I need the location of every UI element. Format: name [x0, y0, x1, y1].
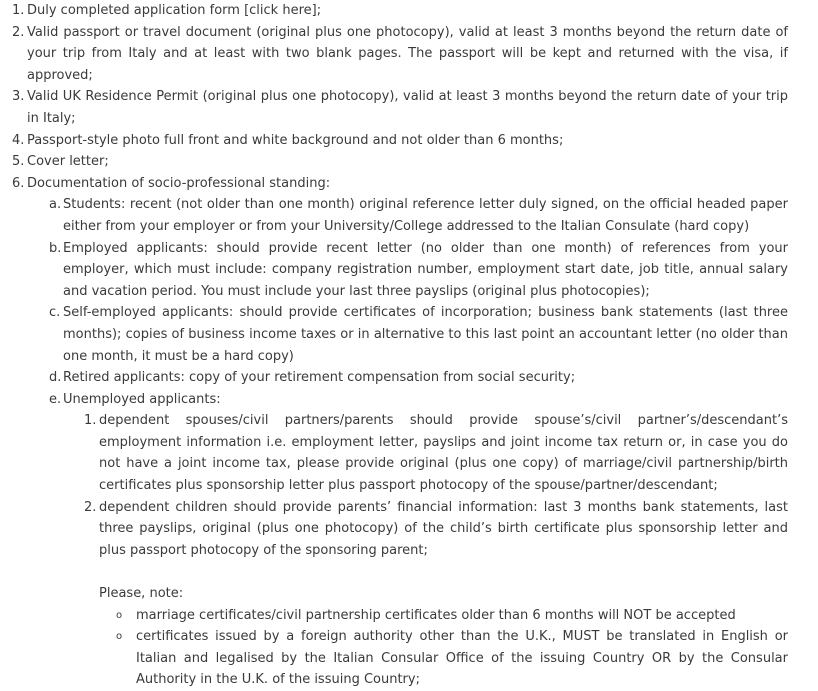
sub-item-text: Employed applicants: should provide recent letter (no older than one month) of references from your employer, which must include: company registration number, employment start date, job title, annual salary and vacation period. You must include your last three payslips (original plus photocopies); — [63, 240, 788, 299]
sub-item-letter: a. — [49, 197, 62, 213]
sub-item-text: Students: recent (not older than one month) original reference letter duly signed, on the official headed paper either from your employer or from your University/College addressed to the Italian Consulate (hard copy) — [63, 197, 788, 234]
note-item — [0, 626, 788, 691]
nested-item-text: dependent spouses/civil partners/parents should provide spouse’s/civil partner’s/descendant’s employment information i.e. employment letter, payslips and joint income tax return or, in case you do not have a joint income tax, please provide original (plus one copy) of marriage/civil partnership/birth certificates plus sponsorship letter plus passport photocopy of the spouse/partner/descendant; — [99, 413, 788, 494]
sub-list-item — [0, 238, 788, 303]
notes-list — [0, 605, 818, 691]
item-number: 6. — [12, 175, 25, 191]
list-item — [0, 0, 788, 22]
item-number: 5. — [12, 154, 25, 170]
nested-item-text: dependent children should provide parents’ financial information: last 3 months bank statements, last three payslips, original (plus one photocopy) of the child’s birth certificate plus sponsorship letter and plus passport photocopy of the sponsoring parent; — [99, 499, 788, 558]
item-number: 1. — [12, 3, 25, 18]
note-text: certificates issued by a foreign authority other than the U.K., MUST be translated in English or Italian and legalised by the Italian Consular Office of the issuing Country OR by the Consular Authority in the U.K. of the issuing Country; — [136, 629, 788, 688]
sub-item-letter: e. — [49, 391, 62, 407]
list-item — [0, 130, 788, 152]
sub-list-item — [0, 194, 788, 237]
unemployed-sublist — [0, 410, 818, 561]
item-number: 2. — [12, 24, 25, 40]
item-text: Valid passport or travel document (original plus one photocopy), valid at least 3 months beyond the return date of your trip from Italy and at least with two blank pages. The passport will be kept and returned with the visa, if approved; — [27, 24, 788, 83]
requirements-list — [0, 0, 818, 194]
list-item — [0, 86, 788, 129]
sub-item-letter: d. — [49, 370, 62, 386]
socio-professional-sublist — [0, 194, 818, 410]
item-number: 3. — [12, 89, 25, 105]
sub-item-letter: b. — [49, 240, 62, 256]
note-text: marriage certificates/civil partnership certificates older than 6 months will NOT be accepted — [136, 607, 736, 623]
item-text: Valid UK Residence Permit (original plus one photocopy), valid at least 3 months beyond the return date of your trip in Italy; — [27, 89, 788, 126]
sub-item-text: Self-employed applicants: should provide certificates of incorporation; business bank statements (last three months); copies of business income taxes or in alternative to this last point an accountant letter (no older than one month, it must be a hard copy) — [63, 305, 788, 364]
nested-item-number: 2. — [84, 499, 97, 515]
sub-item-letter: c. — [49, 305, 61, 321]
circle-bullet-icon: o — [116, 631, 123, 643]
item-text: Duly completed application form [click here]; — [27, 3, 322, 18]
sub-list-item — [0, 302, 788, 367]
item-number: 4. — [12, 132, 25, 148]
sub-item-text: Unemployed applicants: — [63, 391, 221, 407]
note-label: Please, note: — [99, 586, 184, 602]
list-item — [0, 22, 788, 87]
circle-bullet-icon: o — [116, 609, 123, 621]
nested-list-item — [0, 497, 788, 562]
nested-list-item — [0, 410, 788, 496]
sub-list-item — [0, 367, 788, 389]
item-text: Documentation of socio-professional standing: — [27, 175, 331, 191]
list-item — [0, 151, 788, 173]
note-item — [0, 605, 788, 627]
list-item — [0, 173, 788, 195]
item-text: Cover letter; — [27, 154, 109, 170]
item-text: Passport-style photo full front and white background and not older than 6 months; — [27, 132, 564, 148]
sub-item-text: Retired applicants: copy of your retirement compensation from social security; — [63, 370, 576, 386]
nested-item-number: 1. — [84, 413, 97, 429]
sub-list-item — [0, 389, 788, 411]
